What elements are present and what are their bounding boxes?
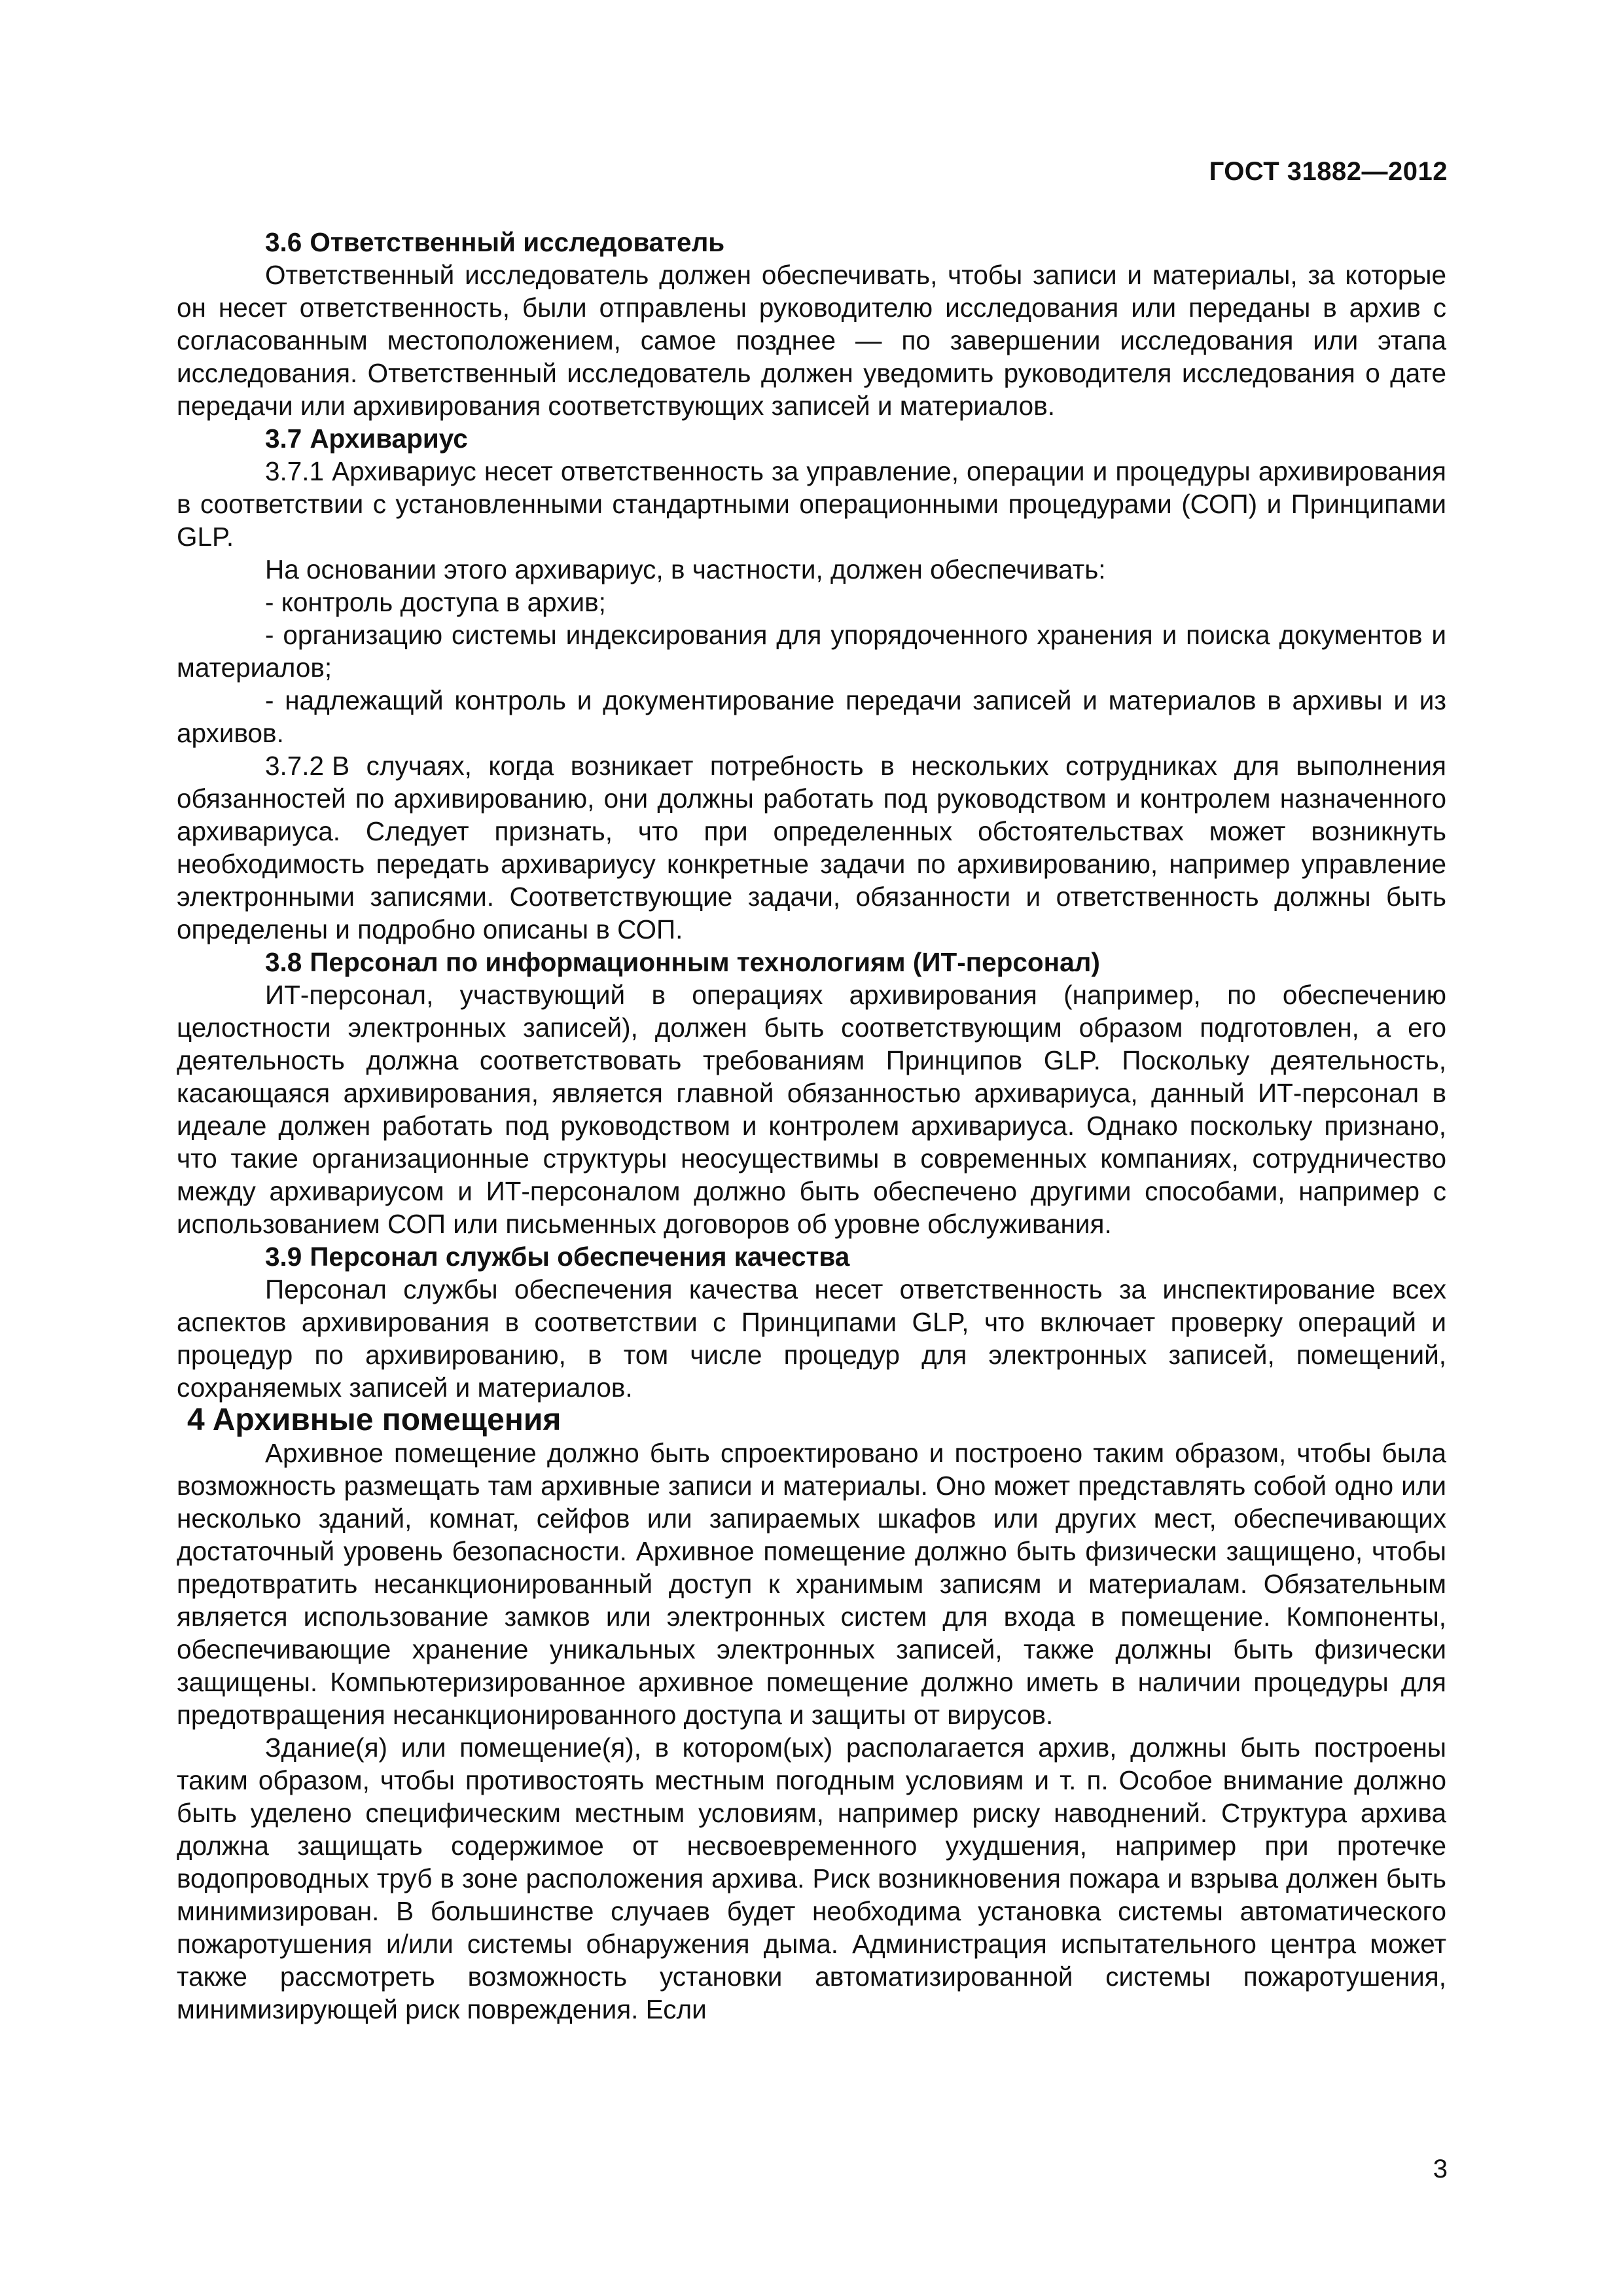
- section-3-8-heading: [177, 946, 1446, 978]
- document-code: ГОСТ 31882—2012: [1209, 157, 1448, 186]
- section-title: Ответственный исследователь: [310, 227, 725, 257]
- section-number: 3.6: [265, 227, 302, 257]
- chapter-number: 4: [187, 1403, 205, 1437]
- section-title: Персонал по информационным технологиям (ИТ-персонал): [310, 947, 1100, 977]
- section-3-6-heading: [177, 226, 1446, 259]
- list-item: - контроль доступа в архив;: [265, 587, 606, 617]
- section-3-8-paragraph: ИТ-персонал, участвующий в операциях архивирования (например, по обеспечению целостности электронных записей), должен быть соответствующим образом подготовлен, а его деятельность должна соответствовать требованиям Принципов GLP. Поскольку деятельность, касающаяся архивирования, является главной обязанностью архивариуса, данный ИТ-персонал в идеале должен работать под руководством и контролем архивариуса. Однако поскольку признано, что такие организационные структуры неосуществимы в современных компаниях, сотрудничество между архивариусом и ИТ-персоналом должно быть обеспечено другими способами, например с использованием СОП или письменных договоров об уровне обслуживания.: [177, 980, 1446, 1239]
- chapter-4-paragraph-1: Архивное помещение должно быть спроектировано и построено таким образом, чтобы была возможность размещать там архивные записи и материалы. Оно может представлять собой одно или несколько зданий, комнат, сейфов или запираемых шкафов или других мест, обеспечивающих достаточный уровень безопасности. Архивное помещение должно быть физически защищено, чтобы предотвратить несанкционированный доступ к хранимым записям и материалам. Обязательным является использование замков или электронных систем для входа в помещение. Компоненты, обеспечивающие хранение уникальных электронных записей, также должны быть физически защищены. Компьютеризированное архивное помещение должно иметь в наличии процедуры для предотвращения несанкционированного доступа и защиты от вирусов.: [177, 1438, 1446, 1730]
- chapter-4-heading: [177, 1404, 1446, 1437]
- section-3-6-paragraph: Ответственный исследователь должен обеспечивать, чтобы записи и материалы, за которые он несет ответственность, были отправлены руководителю исследования или переданы в архив с согласованным местоположением, самое позднее — по завершении исследования или этапа исследования. Ответственный исследователь должен уведомить руководителя исследования о дате передачи или архивирования соответствующих записей и материалов.: [177, 260, 1446, 421]
- section-title: Архивариус: [310, 423, 468, 454]
- list-item: - организацию системы индексирования для упорядоченного хранения и поиска документов и материалов;: [177, 620, 1446, 683]
- chapter-title: Архивные помещения: [212, 1403, 562, 1437]
- section-3-9-heading: [177, 1240, 1446, 1273]
- document-body: [177, 226, 1446, 2026]
- clause-text: Архивариус несет ответственность за управление, операции и процедуры архивирования в соответствии с установленными стандартными операционными процедурами (СОП) и Принципами GLP.: [177, 456, 1446, 552]
- clause-number: 3.7.1: [265, 456, 325, 486]
- section-number: 3.7: [265, 423, 302, 454]
- section-number: 3.9: [265, 1242, 302, 1272]
- section-3-7-intro: На основании этого архивариус, в частности, должен обеспечивать:: [265, 554, 1106, 584]
- section-title: Персонал службы обеспечения качества: [310, 1242, 850, 1272]
- section-number: 3.8: [265, 947, 302, 977]
- chapter-4-paragraph-2: Здание(я) или помещение(я), в котором(ых) располагается архив, должны быть построены таким образом, чтобы противостоять местным погодным условиям и т. п. Особое внимание должно быть уделено специфическим местным условиям, например риску наводнений. Структура архива должна защищать содержимое от несвоевременного ухудшения, например при протечке водопроводных труб в зоне расположения архива. Риск возникновения пожара и взрыва должен быть минимизирован. В большинстве случаев будет необходима установка системы автоматического пожаротушения и/или системы обнаружения дыма. Администрация испытательного центра может также рассмотреть возможность установки автоматизированной системы пожаротушения, минимизирующей риск повреждения. Если: [177, 1732, 1446, 2024]
- clause-number: 3.7.2: [265, 751, 325, 781]
- clause-3-7-1: [177, 455, 1446, 553]
- section-3-9-paragraph: Персонал службы обеспечения качества несет ответственность за инспектирование всех аспектов архивирования в соответствии с Принципами GLP, что включает проверку операций и процедур по архивированию, в том числе процедур для электронных записей, помещений, сохраняемых записей и материалов.: [177, 1274, 1446, 1403]
- clause-3-7-2: [177, 749, 1446, 946]
- clause-text: В случаях, когда возникает потребность в нескольких сотрудниках для выполнения обязанностей по архивированию, они должны работать под руководством и контролем назначенного архивариуса. Следует признать, что при определенных обстоятельствах может возникнуть необходимость передать архивариусу конкретные задачи по архивированию, например управление электронными записями. Соответствующие задачи, обязанности и ответственность должны быть определены и подробно описаны в СОП.: [177, 751, 1446, 944]
- section-3-7-heading: [177, 422, 1446, 455]
- list-item: - надлежащий контроль и документирование передачи записей и материалов в архивы и из архивов.: [177, 685, 1446, 748]
- page-number: 3: [1433, 2155, 1448, 2183]
